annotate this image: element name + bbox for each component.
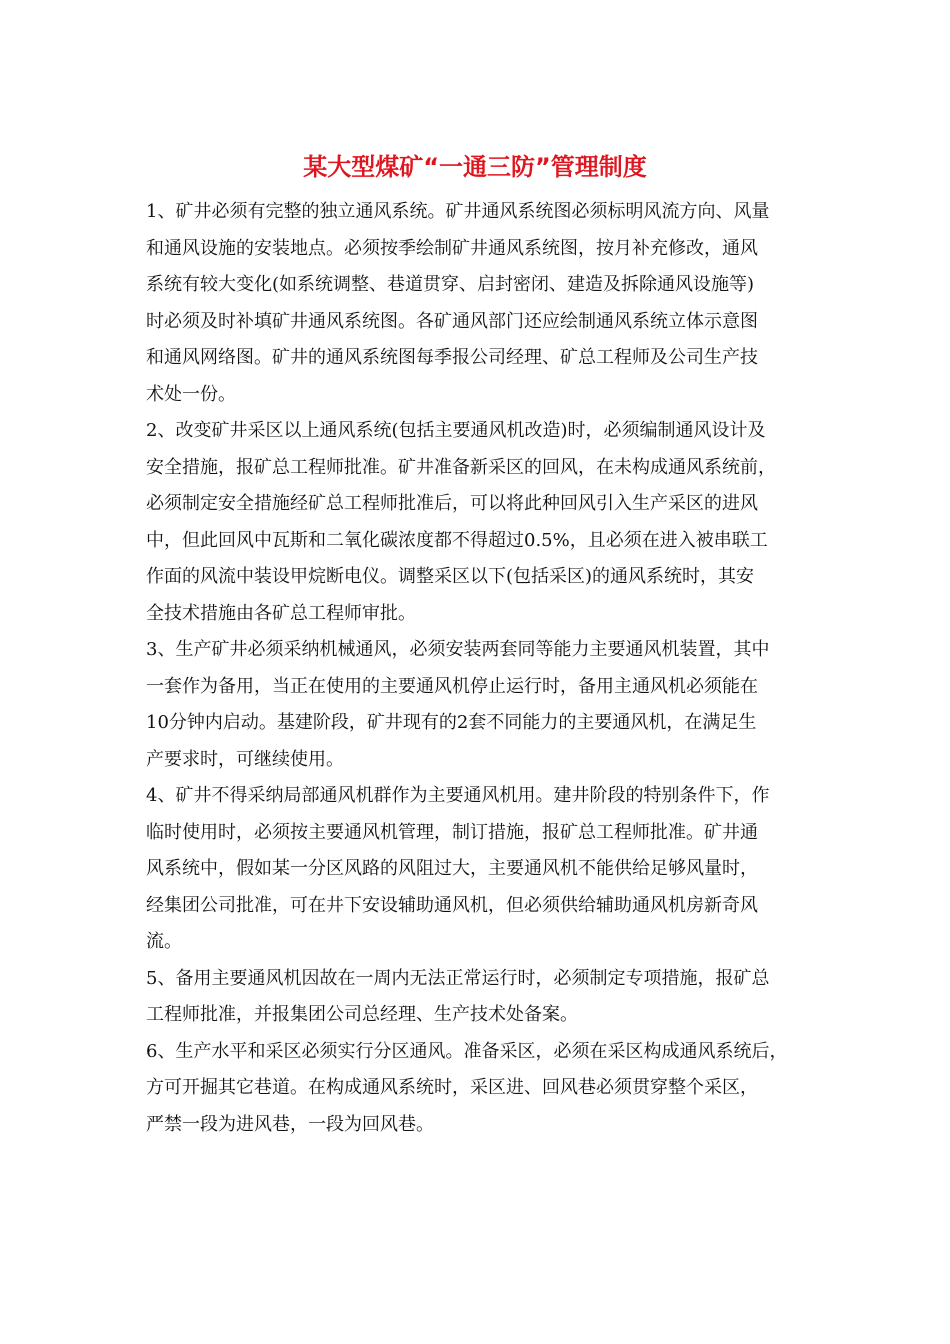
body-line: 时必须及时补填矿井通风系统图。各矿通风部门还应绘制通风系统立体示意图 xyxy=(146,310,758,332)
body-line: 和通风网络图。矿井的通风系统图每季报公司经理、矿总工程师及公司生产技 xyxy=(146,347,758,368)
document-body xyxy=(146,194,826,1143)
body-line: 3、生产矿井必须采纳机械通风，必须安装两套同等能力主要通风机装置，其中 xyxy=(146,639,770,660)
body-line: 作面的风流中装设甲烷断电仪。调整采区以下(包括采区)的通风系统时，其安 xyxy=(146,566,755,587)
body-line: 严禁一段为进风巷，一段为回风巷。 xyxy=(146,1113,434,1135)
body-line: 和通风设施的安装地点。必须按季绘制矿井通风系统图，按月补充修改，通风 xyxy=(146,237,758,259)
body-line: 经集团公司批准，可在井下安设辅助通风机，但必须供给辅助通风机房新奇风 xyxy=(146,894,758,916)
body-line: 全技术措施由各矿总工程师审批。 xyxy=(146,602,416,624)
body-line: 10分钟内启动。基建阶段，矿井现有的2套不同能力的主要通风机，在满足生 xyxy=(146,712,757,733)
body-line: 方可开掘其它巷道。在构成通风系统时，采区进、回风巷必须贯穿整个采区， xyxy=(146,1077,758,1098)
body-line: 安全措施，报矿总工程师批准。矿井准备新采区的回风，在未构成通风系统前， xyxy=(146,456,776,478)
body-line: 必须制定安全措施经矿总工程师批准后，可以将此种回风引入生产采区的进风 xyxy=(146,493,758,514)
body-line: 临时使用时，必须按主要通风机管理，制订措施，报矿总工程师批准。矿井通 xyxy=(146,821,758,843)
body-line: 流。 xyxy=(146,931,182,952)
body-line: 风系统中，假如某一分区风路的风阻过大，主要通风机不能供给足够风量时， xyxy=(146,858,758,879)
body-line: 工程师批准，并报集团公司总经理、生产技术处备案。 xyxy=(146,1004,578,1025)
body-line: 6、生产水平和采区必须实行分区通风。准备采区，必须在采区构成通风系统后， xyxy=(146,1040,788,1062)
body-line: 产要求时，可继续使用。 xyxy=(146,748,344,770)
body-line: 2、改变矿井采区以上通风系统(包括主要通风机改造)时，必须编制通风设计及 xyxy=(146,420,766,441)
body-line: 5、备用主要通风机因故在一周内无法正常运行时，必须制定专项措施，报矿总 xyxy=(146,967,770,989)
body-line: 中，但此回风中瓦斯和二氧化碳浓度都不得超过0.5%，且必须在进入被串联工 xyxy=(146,529,768,551)
document-title: 某大型煤矿“一通三防”管理制度 xyxy=(303,153,647,181)
body-line: 系统有较大变化(如系统调整、巷道贯穿、启封密闭、建造及拆除通风设施等) xyxy=(146,274,755,295)
body-line: 术处一份。 xyxy=(146,383,236,405)
body-line: 一套作为备用，当正在使用的主要通风机停止运行时，备用主通风机必须能在 xyxy=(146,675,758,697)
body-line: 4、矿井不得采纳局部通风机群作为主要通风机用。建井阶段的特别条件下，作 xyxy=(146,785,770,806)
body-line: 1、矿井必须有完整的独立通风系统。矿井通风系统图必须标明风流方向、风量 xyxy=(146,201,770,222)
